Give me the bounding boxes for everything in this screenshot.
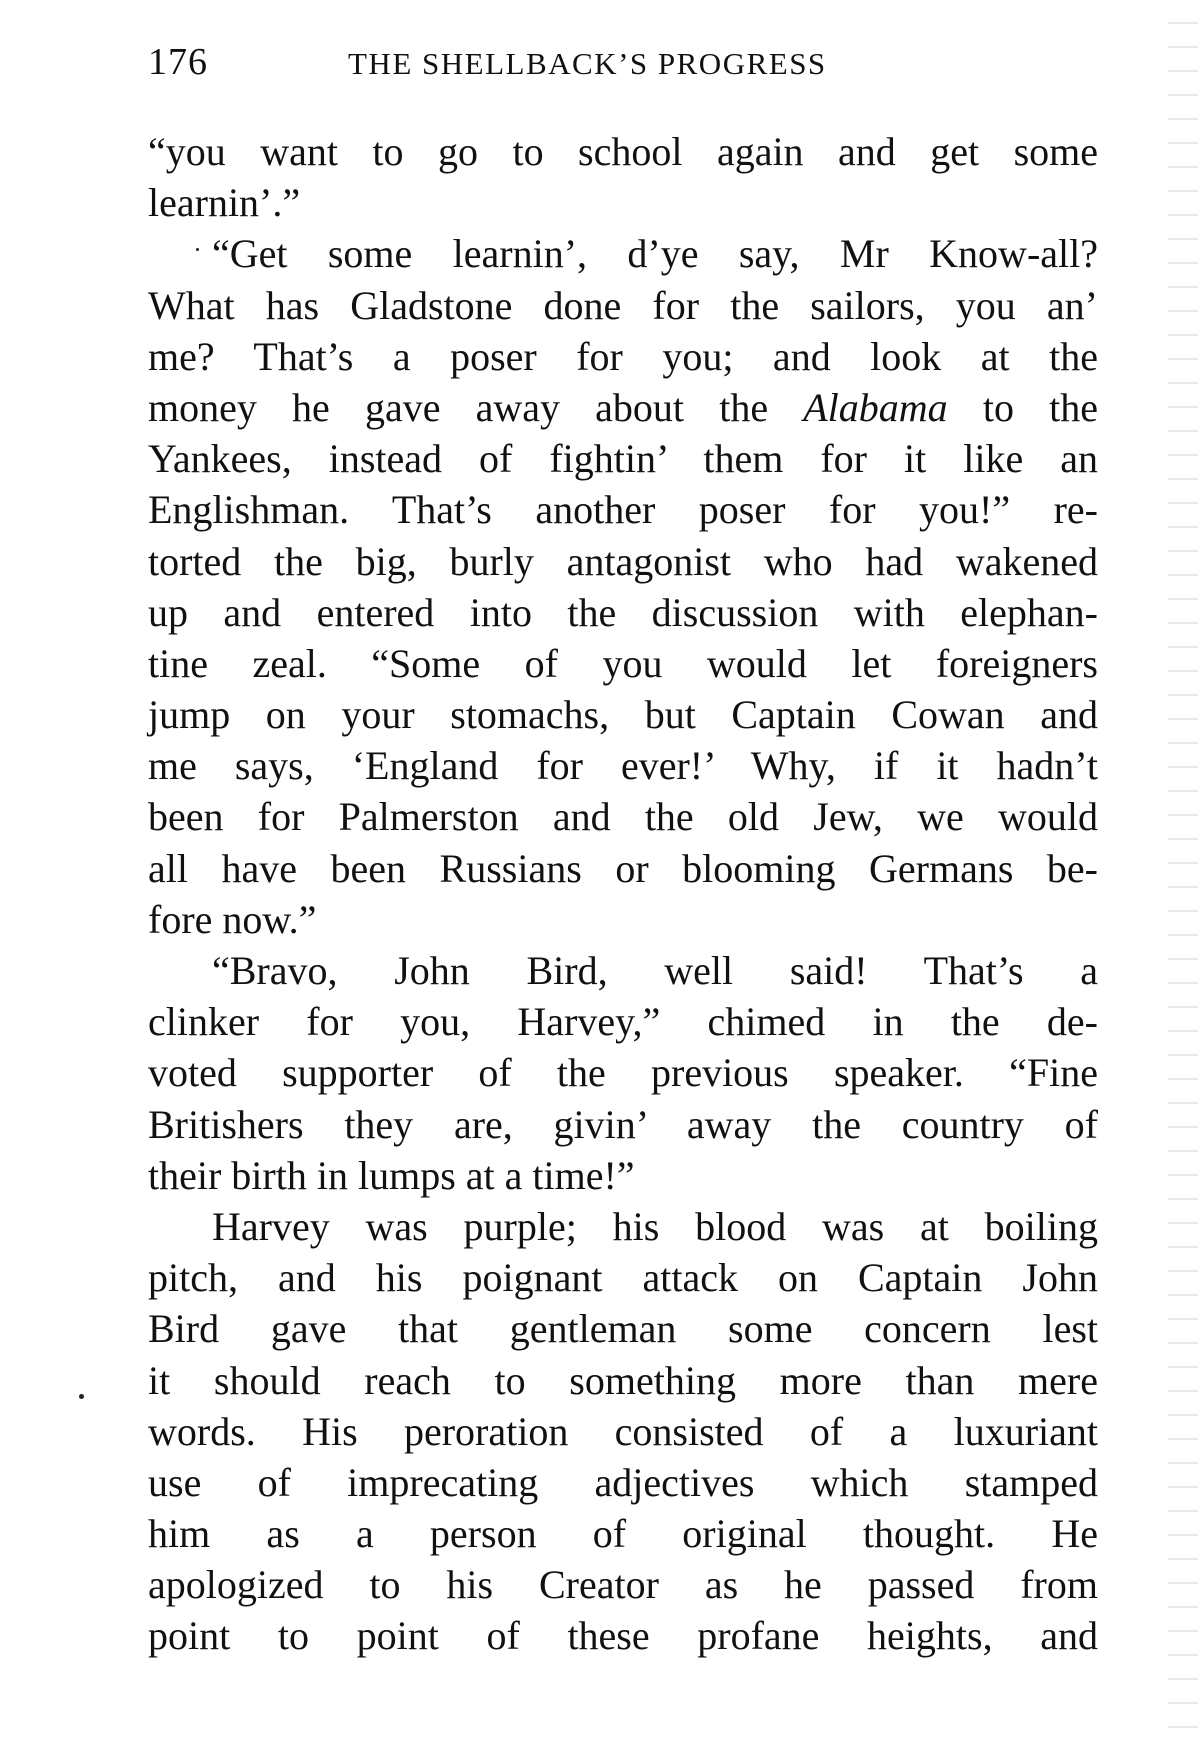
text-line: me? That’s a poser for you; and look at the [148, 333, 1098, 379]
body-text [148, 126, 1098, 1662]
text-segment: to the [982, 384, 1099, 430]
scan-edge-marks [1168, 0, 1198, 1750]
text-line: apologized to his Creator as he passed from [148, 1562, 1098, 1608]
page-number: 176 [148, 41, 208, 83]
text-segment: money he gave away about the [148, 384, 769, 430]
text-line: “Bravo, John Bird, well said! That’s a [212, 948, 1098, 993]
text-line [148, 382, 1098, 433]
text-line: fore now.” [148, 896, 317, 942]
text-line: use of imprecating adjectives which stamped [148, 1459, 1098, 1505]
text-line: tine zeal. “Some of you would let foreigners [148, 640, 1098, 686]
text-line: up and entered into the discussion with elephan- [148, 589, 1098, 635]
text-line: Bird gave that gentleman some concern lest [148, 1306, 1098, 1352]
ship-name-italic: Alabama [803, 384, 948, 430]
text-line: Englishman. That’s another poser for you!” re- [148, 487, 1098, 533]
page-header [148, 40, 1098, 90]
text-line: torted the big, burly antagonist who had wakened [148, 538, 1098, 584]
text-line: voted supporter of the previous speaker. “Fine [148, 1050, 1098, 1096]
text-line: words. His peroration consisted of a luxuriant [148, 1408, 1098, 1454]
text-line: What has Gladstone done for the sailors, you an’ [148, 282, 1098, 328]
text-line: pitch, and his poignant attack on Captain John [148, 1255, 1098, 1301]
scan-speck [79, 1394, 84, 1399]
text-line: “you want to go to school again and get some [148, 129, 1098, 174]
text-line: point to point of these profane heights, and [148, 1613, 1098, 1659]
text-line: jump on your stomachs, but Captain Cowan and [148, 692, 1098, 738]
text-line: clinker for you, Harvey,” chimed in the de- [148, 999, 1098, 1045]
text-line: me says, ‘England for ever!’ Why, if it hadn’t [148, 743, 1098, 789]
text-line: it should reach to something more than mere [148, 1357, 1098, 1403]
text-line: him as a person of original thought. He [148, 1511, 1098, 1557]
running-title: THE SHELLBACK’S PROGRESS [348, 46, 827, 81]
text-line: learnin’.” [148, 180, 301, 226]
text-line: Yankees, instead of fightin’ them for it like an [148, 436, 1098, 482]
text-line: Britishers they are, givin’ away the country of [148, 1101, 1098, 1147]
text-line: Harvey was purple; his blood was at boiling [212, 1203, 1098, 1249]
text-line: “Get some learnin’, d’ye say, Mr Know-all? [212, 231, 1098, 277]
text-line: been for Palmerston and the old Jew, we would [148, 794, 1098, 840]
text-line: all have been Russians or blooming Germans be- [148, 845, 1098, 891]
text-line: their birth in lumps at a time!” [148, 1152, 635, 1198]
scan-speck [196, 248, 199, 251]
